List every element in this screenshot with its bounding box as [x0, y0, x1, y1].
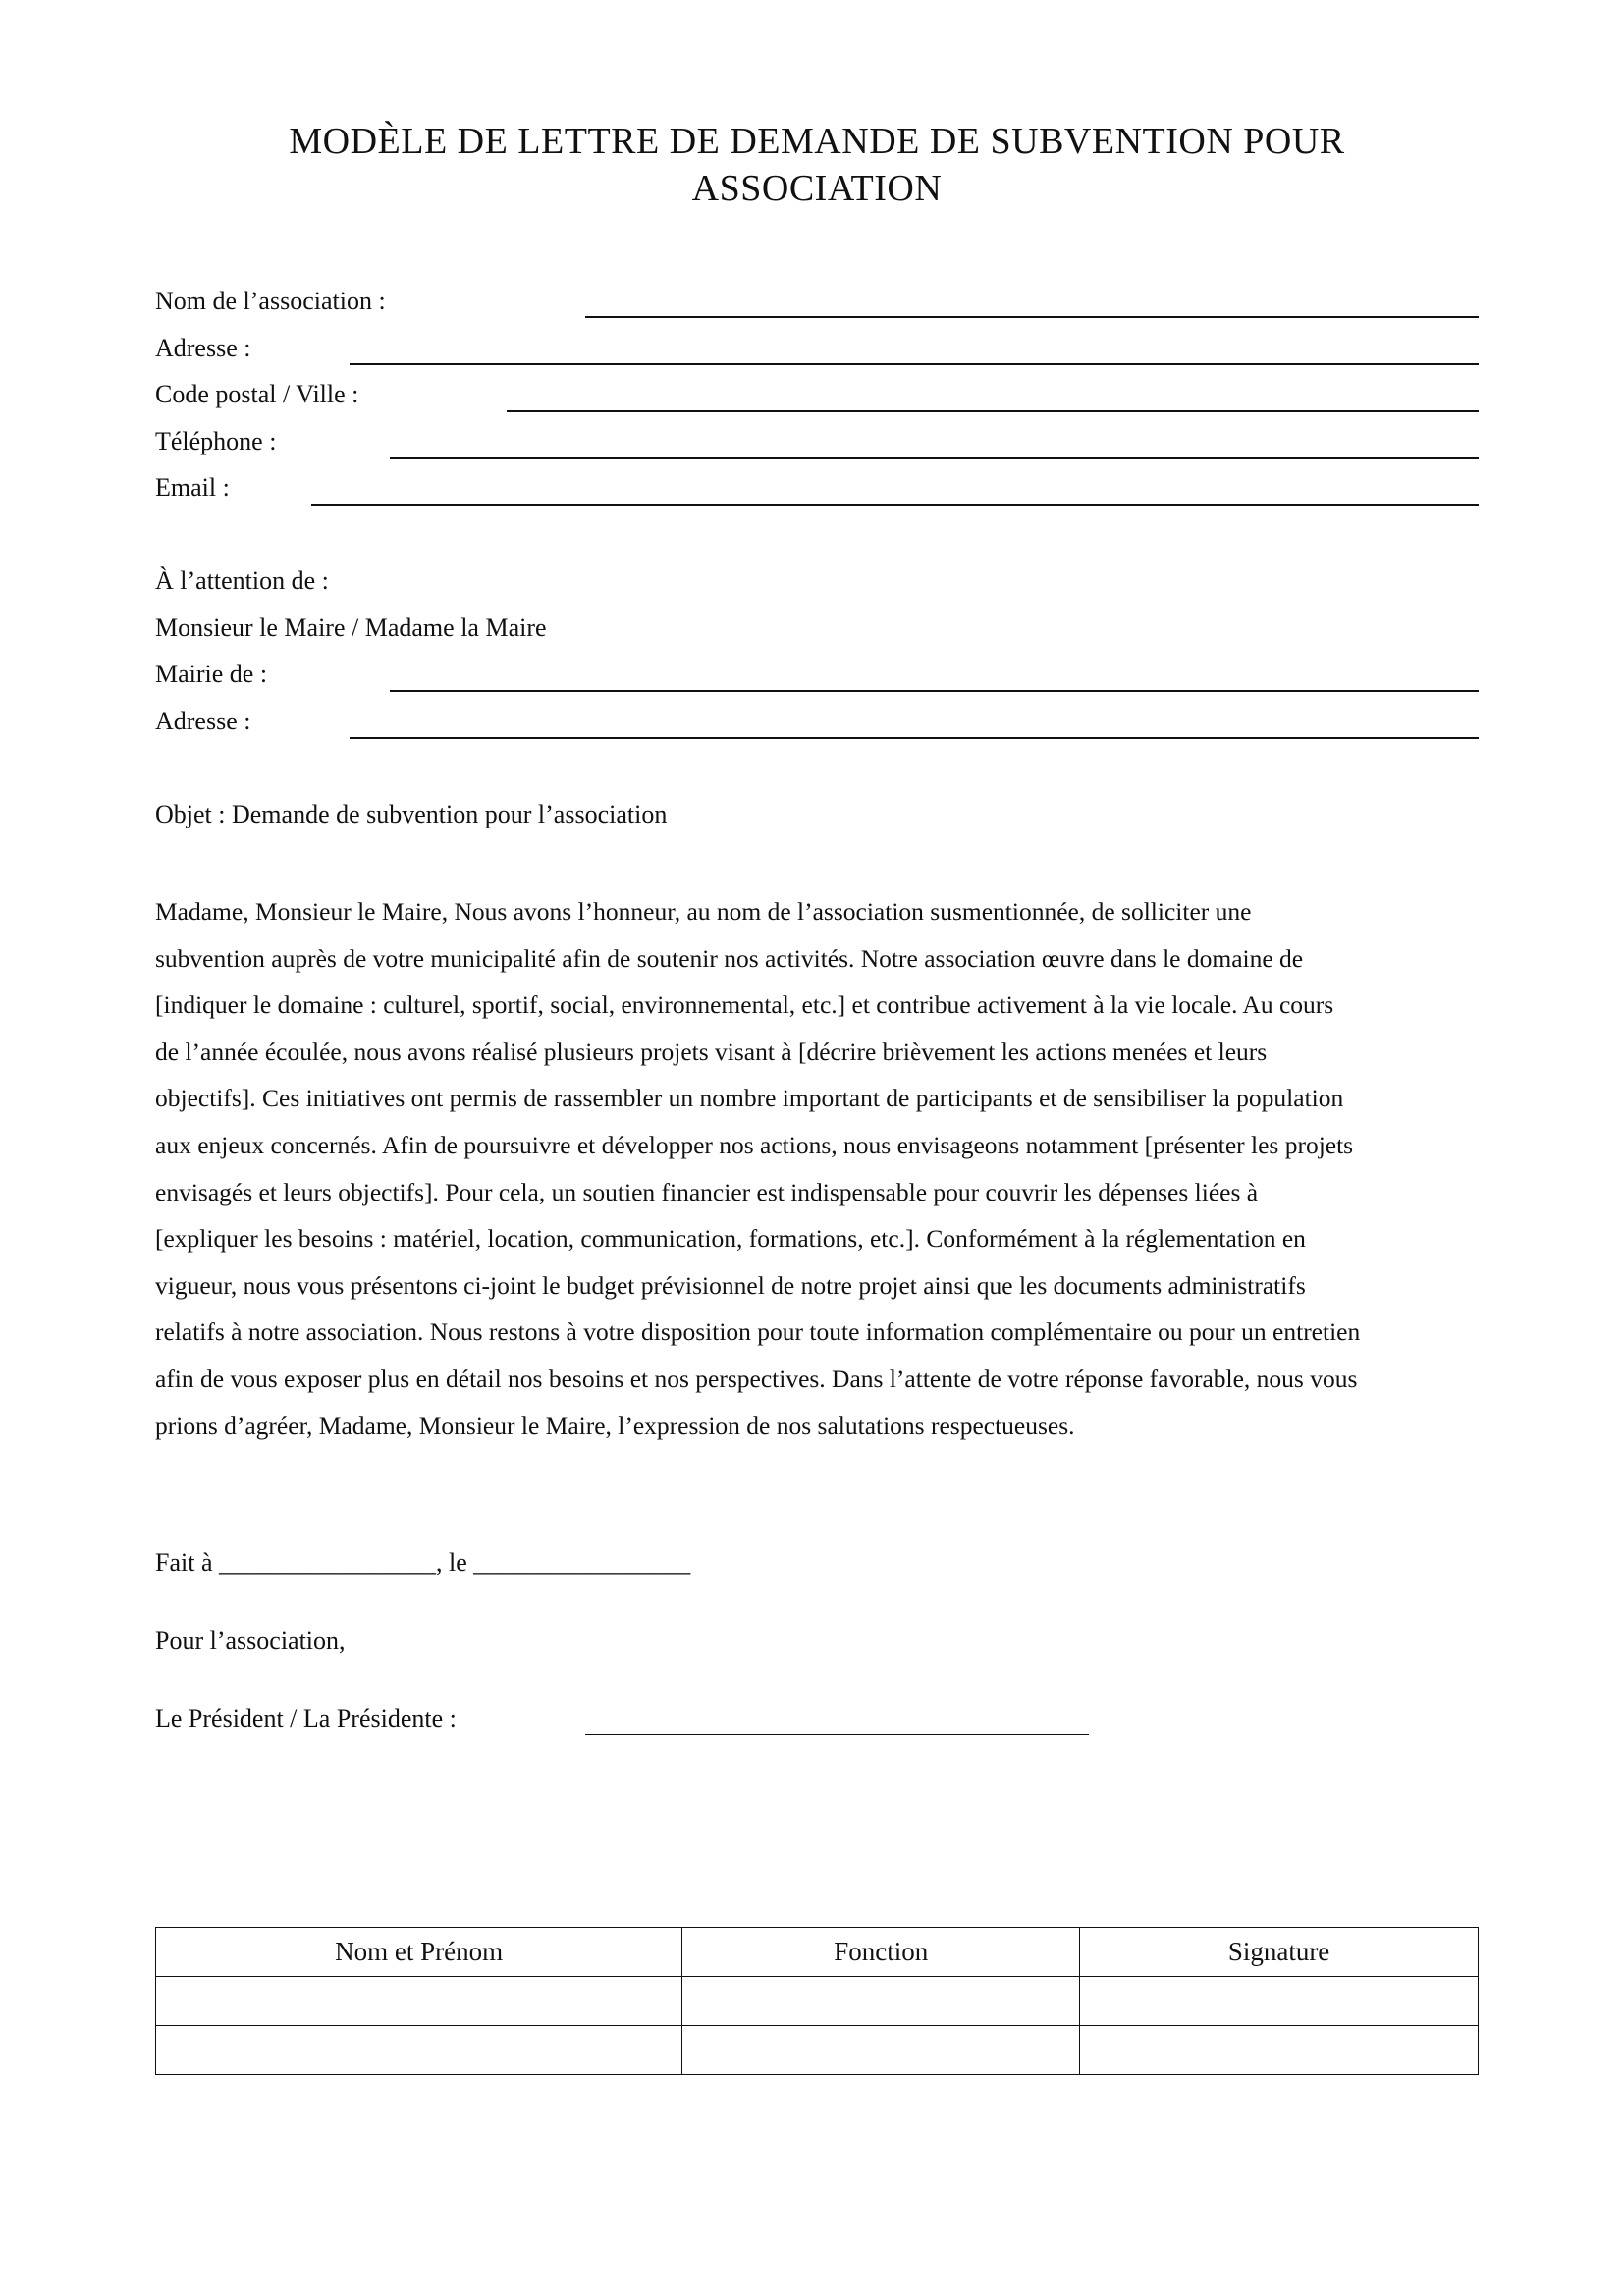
title-line-2: ASSOCIATION: [691, 168, 943, 209]
name-cell[interactable]: [156, 2026, 682, 2075]
page-title: [155, 118, 1479, 212]
body-line: de l’année écoulée, nous avons réalisé plusieurs projets visant à [décrire brièvement les actions menées et leurs: [155, 1037, 1268, 1066]
sender-address-field[interactable]: [350, 363, 1479, 365]
function-cell[interactable]: [682, 1977, 1080, 2026]
body-line: aux enjeux concernés. Afin de poursuivre et développer nos actions, nous envisageons notamment [présenter les projets: [155, 1130, 1354, 1159]
sender-address-label: Adresse :: [155, 334, 251, 362]
body-line: [expliquer les besoins : matériel, location, communication, formations, etc.]. Conformément à la réglementation en: [155, 1224, 1306, 1254]
body-line: prions d’agréer, Madame, Monsieur le Maire, l’expression de nos salutations respectueuses.: [155, 1411, 1075, 1440]
body-line: afin de vous exposer plus en détail nos besoins et nos perspectives. Dans l’attente de votre réponse favorable, nous vous: [155, 1363, 1358, 1393]
president-signature-field[interactable]: [585, 1734, 1089, 1735]
body-line: objectifs]. Ces initiatives ont permis de rassembler un nombre important de participants et de sensibiliser la population: [155, 1084, 1344, 1113]
mairie-field[interactable]: [390, 690, 1479, 692]
column-header-signature: Signature: [1080, 1928, 1479, 1977]
column-header-name: Nom et Prénom: [156, 1928, 682, 1977]
place-date-line[interactable]: Fait à _________________, le _________________: [155, 1548, 691, 1576]
table-row: [156, 2026, 1479, 2075]
mairie-label: Mairie de :: [155, 660, 268, 688]
subject-line: Objet : Demande de subvention pour l’association: [155, 800, 668, 828]
table-row: [156, 1977, 1479, 2026]
function-cell[interactable]: [682, 2026, 1080, 2075]
body-line: [indiquer le domaine : culturel, sportif, social, environnemental, etc.] et contribue activement à la vie locale. Au cours: [155, 990, 1334, 1020]
name-cell[interactable]: [156, 1977, 682, 2026]
body-line: envisagés et leurs objectifs]. Pour cela, un soutien financier est indispensable pour couvrir les dépenses liées à: [155, 1177, 1259, 1206]
association-name-field[interactable]: [585, 316, 1479, 318]
president-label: Le Président / La Présidente :: [155, 1704, 457, 1733]
title-line-1: MODÈLE DE LETTRE DE DEMANDE DE SUBVENTION POUR: [289, 121, 1345, 162]
body-line: Madame, Monsieur le Maire, Nous avons l’honneur, au nom de l’association susmentionnée, de solliciter une: [155, 897, 1252, 926]
phone-field[interactable]: [390, 457, 1479, 459]
signature-table: [155, 1927, 1479, 2075]
attention-label: À l’attention de :: [155, 566, 329, 595]
email-label: Email :: [155, 473, 230, 502]
postal-city-field[interactable]: [507, 410, 1479, 412]
addressee-text: Monsieur le Maire / Madame la Maire: [155, 614, 547, 642]
body-line: vigueur, nous vous présentons ci-joint le budget prévisionnel de notre projet ainsi que les documents administratifs: [155, 1270, 1306, 1300]
body-line: subvention auprès de votre municipalité afin de soutenir nos activités. Notre association œuvre dans le domaine de: [155, 943, 1304, 973]
postal-city-label: Code postal / Ville :: [155, 380, 359, 408]
for-association-text: Pour l’association,: [155, 1627, 346, 1655]
association-name-label: Nom de l’association :: [155, 287, 386, 315]
signature-cell[interactable]: [1080, 2026, 1479, 2075]
recipient-address-field[interactable]: [350, 737, 1479, 739]
email-field[interactable]: [311, 504, 1479, 506]
body-line: relatifs à notre association. Nous restons à votre disposition pour toute information complémentaire ou pour un entretien: [155, 1317, 1361, 1347]
phone-label: Téléphone :: [155, 427, 277, 455]
table-header-row: [156, 1928, 1479, 1977]
column-header-function: Fonction: [682, 1928, 1080, 1977]
letter-body: [155, 888, 1479, 1449]
signature-cell[interactable]: [1080, 1977, 1479, 2026]
recipient-address-label: Adresse :: [155, 707, 251, 735]
